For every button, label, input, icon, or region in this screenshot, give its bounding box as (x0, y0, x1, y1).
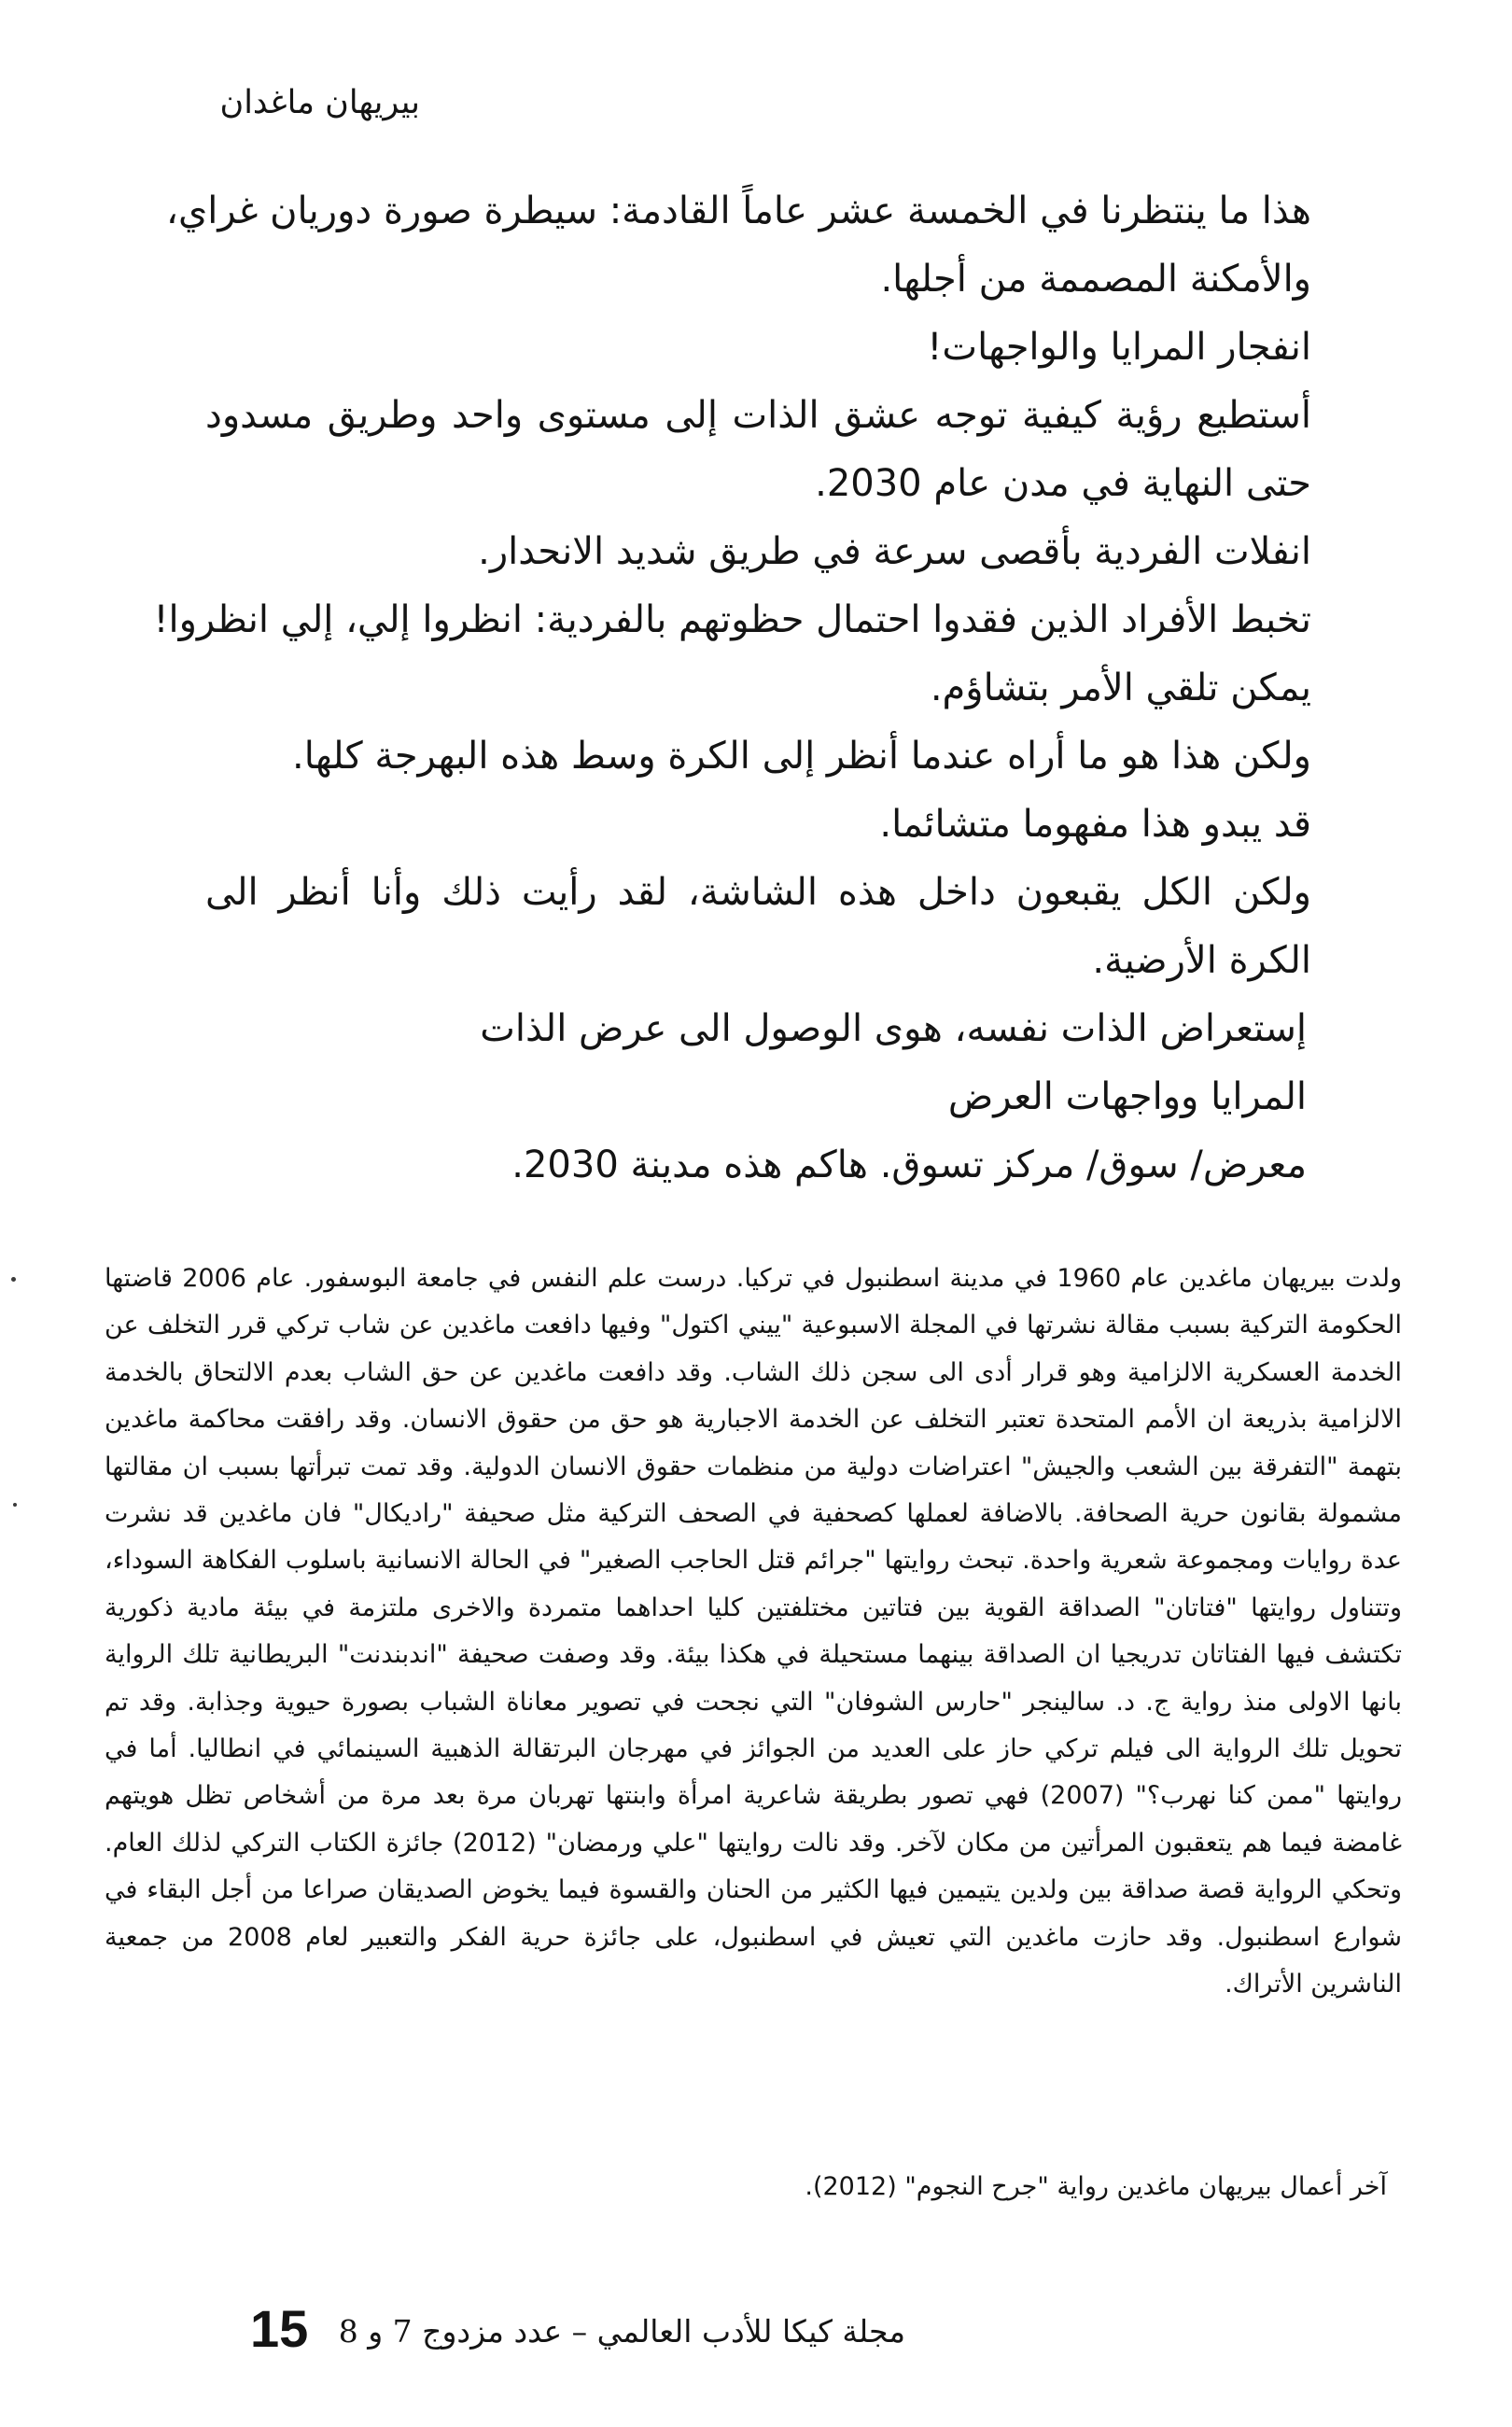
journal-footer: مجلة كيكا للأدب العالمي – عدد مزدوج 7 و 8 (338, 2313, 905, 2350)
author-latest-work: آخر أعمال بيريهان ماغدين رواية "جرح النجوم" (2012). (805, 2172, 1387, 2201)
poem (153, 177, 1311, 1199)
running-head: بيريهان ماغدان (219, 84, 420, 121)
poem-line: ولكن هذا هو ما أراه عندما أنظر إلى الكرة وسط هذه البهرجة كلها. (292, 735, 1311, 778)
poem-line: انفجار المرايا والواجهات! (927, 326, 1311, 369)
poem-line: قد يبدو هذا مفهوما متشائما. (879, 803, 1311, 846)
poem-line: إستعراض الذات نفسه، هوى الوصول الى عرض الذات (480, 1007, 1307, 1050)
poem-line: المرايا وواجهات العرض (947, 1075, 1307, 1118)
poem-line: أستطيع رؤية كيفية توجه عشق الذات إلى مستوى واحد وطريق مسدود حتى النهاية في مدن عام 2030. (205, 394, 1311, 505)
poem-line: والأمكنة المصممة من أجلها. (880, 258, 1311, 301)
margin-speck (13, 1503, 17, 1507)
poem-line: انفلات الفردية بأقصى سرعة في طريق شديد الانحدار. (478, 530, 1311, 573)
poem-line: تخبط الأفراد الذين فقدوا احتمال حظوتهم بالفردية: انظروا إلي، إلي انظروا! (153, 598, 1311, 641)
poem-line: يمكن تلقي الأمر بتشاؤم. (930, 666, 1311, 709)
poem-line: هذا ما ينتظرنا في الخمسة عشر عاماً القادمة: سيطرة صورة دوريان غراي، (166, 189, 1311, 232)
poem-line: معرض/ سوق/ مركز تسوق. هاكم هذه مدينة 2030. (511, 1143, 1307, 1186)
author-bio: ولدت بيريهان ماغدين عام 1960 في مدينة اسطنبول في تركيا. درست علم النفس في جامعة البوسفور. عام 2006 قاضتها الحكومة التركية بسبب مقالة نشرتها في المجلة الاسبوعية "ييني اكتول" وفيها دافعت ماغدين عن شاب تركي قرر التخلف عن الخدمة العسكرية الالزامية وهو قرار أدى الى سجن ذلك الشاب. وقد دافعت ماغدين عن حق الشاب بعدم الالتحاق بالخدمة الالزامية بذريعة ان الأمم المتحدة تعتبر التخلف عن الخدمة الاجبارية هو حق من حقوق الانسان. وقد رافقت محاكمة ماغدين بتهمة "التفرقة بين الشعب والجيش" اعتراضات دولية من منظمات حقوق الانسان الدولية. وقد تمت تبرأتها بسبب ان مقالتها مشمولة بقانون حرية الصحافة. بالاضافة لعملها كصحفية في الصحف التركية مثل صحيفة "راديكال" فان ماغدين قد نشرت عدة روايات ومجموعة شعرية واحدة. تبحث روايتها "جرائم قتل الحاجب الصغير" في الحالة الانسانية باسلوب الفكاهة السوداء، وتتناول روايتها "فتاتان" الصداقة القوية بين فتاتين مختلفتين كليا احداهما متمردة والاخرى ملتزمة في بيئة مادية ذكورية تكتشف فيها الفتاتان تدريجيا ان الصداقة بينهما مستحيلة في هكذا بيئة. وقد وصفت صحيفة "اندبندنت" البريطانية تلك الرواية بانها الاولى منذ رواية ج. د. سالينجر "حارس الشوفان" التي نجحت في تصوير معاناة الشباب بصورة حيوية وجذابة. وقد تم تحويل تلك الرواية الى فيلم تركي حاز على العديد من الجوائز في مهرجان البرتقالة الذهبية السينمائي في انطاليا. أما في روايتها "ممن كنا نهرب؟" (2007) فهي تصور بطريقة شاعرية امرأة وابنتها تهربان مرة بعد مرة من أشخاص تظل هويتهم غامضة فيما هم يتعقبون المرأتين من مكان لآخر. وقد نالت روايتها "علي ورمضان" (2012) جائزة الكتاب التركي لذلك العام. وتحكي الرواية قصة صداقة بين ولدين يتيمين فيها الكثير من الحنان والقسوة فيما يخوض الصديقان صراعا من أجل البقاء في شوارع اسطنبول. وقد حازت ماغدين التي تعيش في اسطنبول، على جائزة حرية الفكر والتعبير لعام 2008 من جمعية الناشرين الأتراك. (105, 1264, 1403, 1999)
page-number: 15 (250, 2299, 309, 2358)
poem-line: ولكن الكل يقبعون داخل هذه الشاشة، لقد رأيت ذلك وأنا أنظر الى الكرة الأرضية. (205, 871, 1311, 982)
margin-speck (11, 1277, 16, 1282)
